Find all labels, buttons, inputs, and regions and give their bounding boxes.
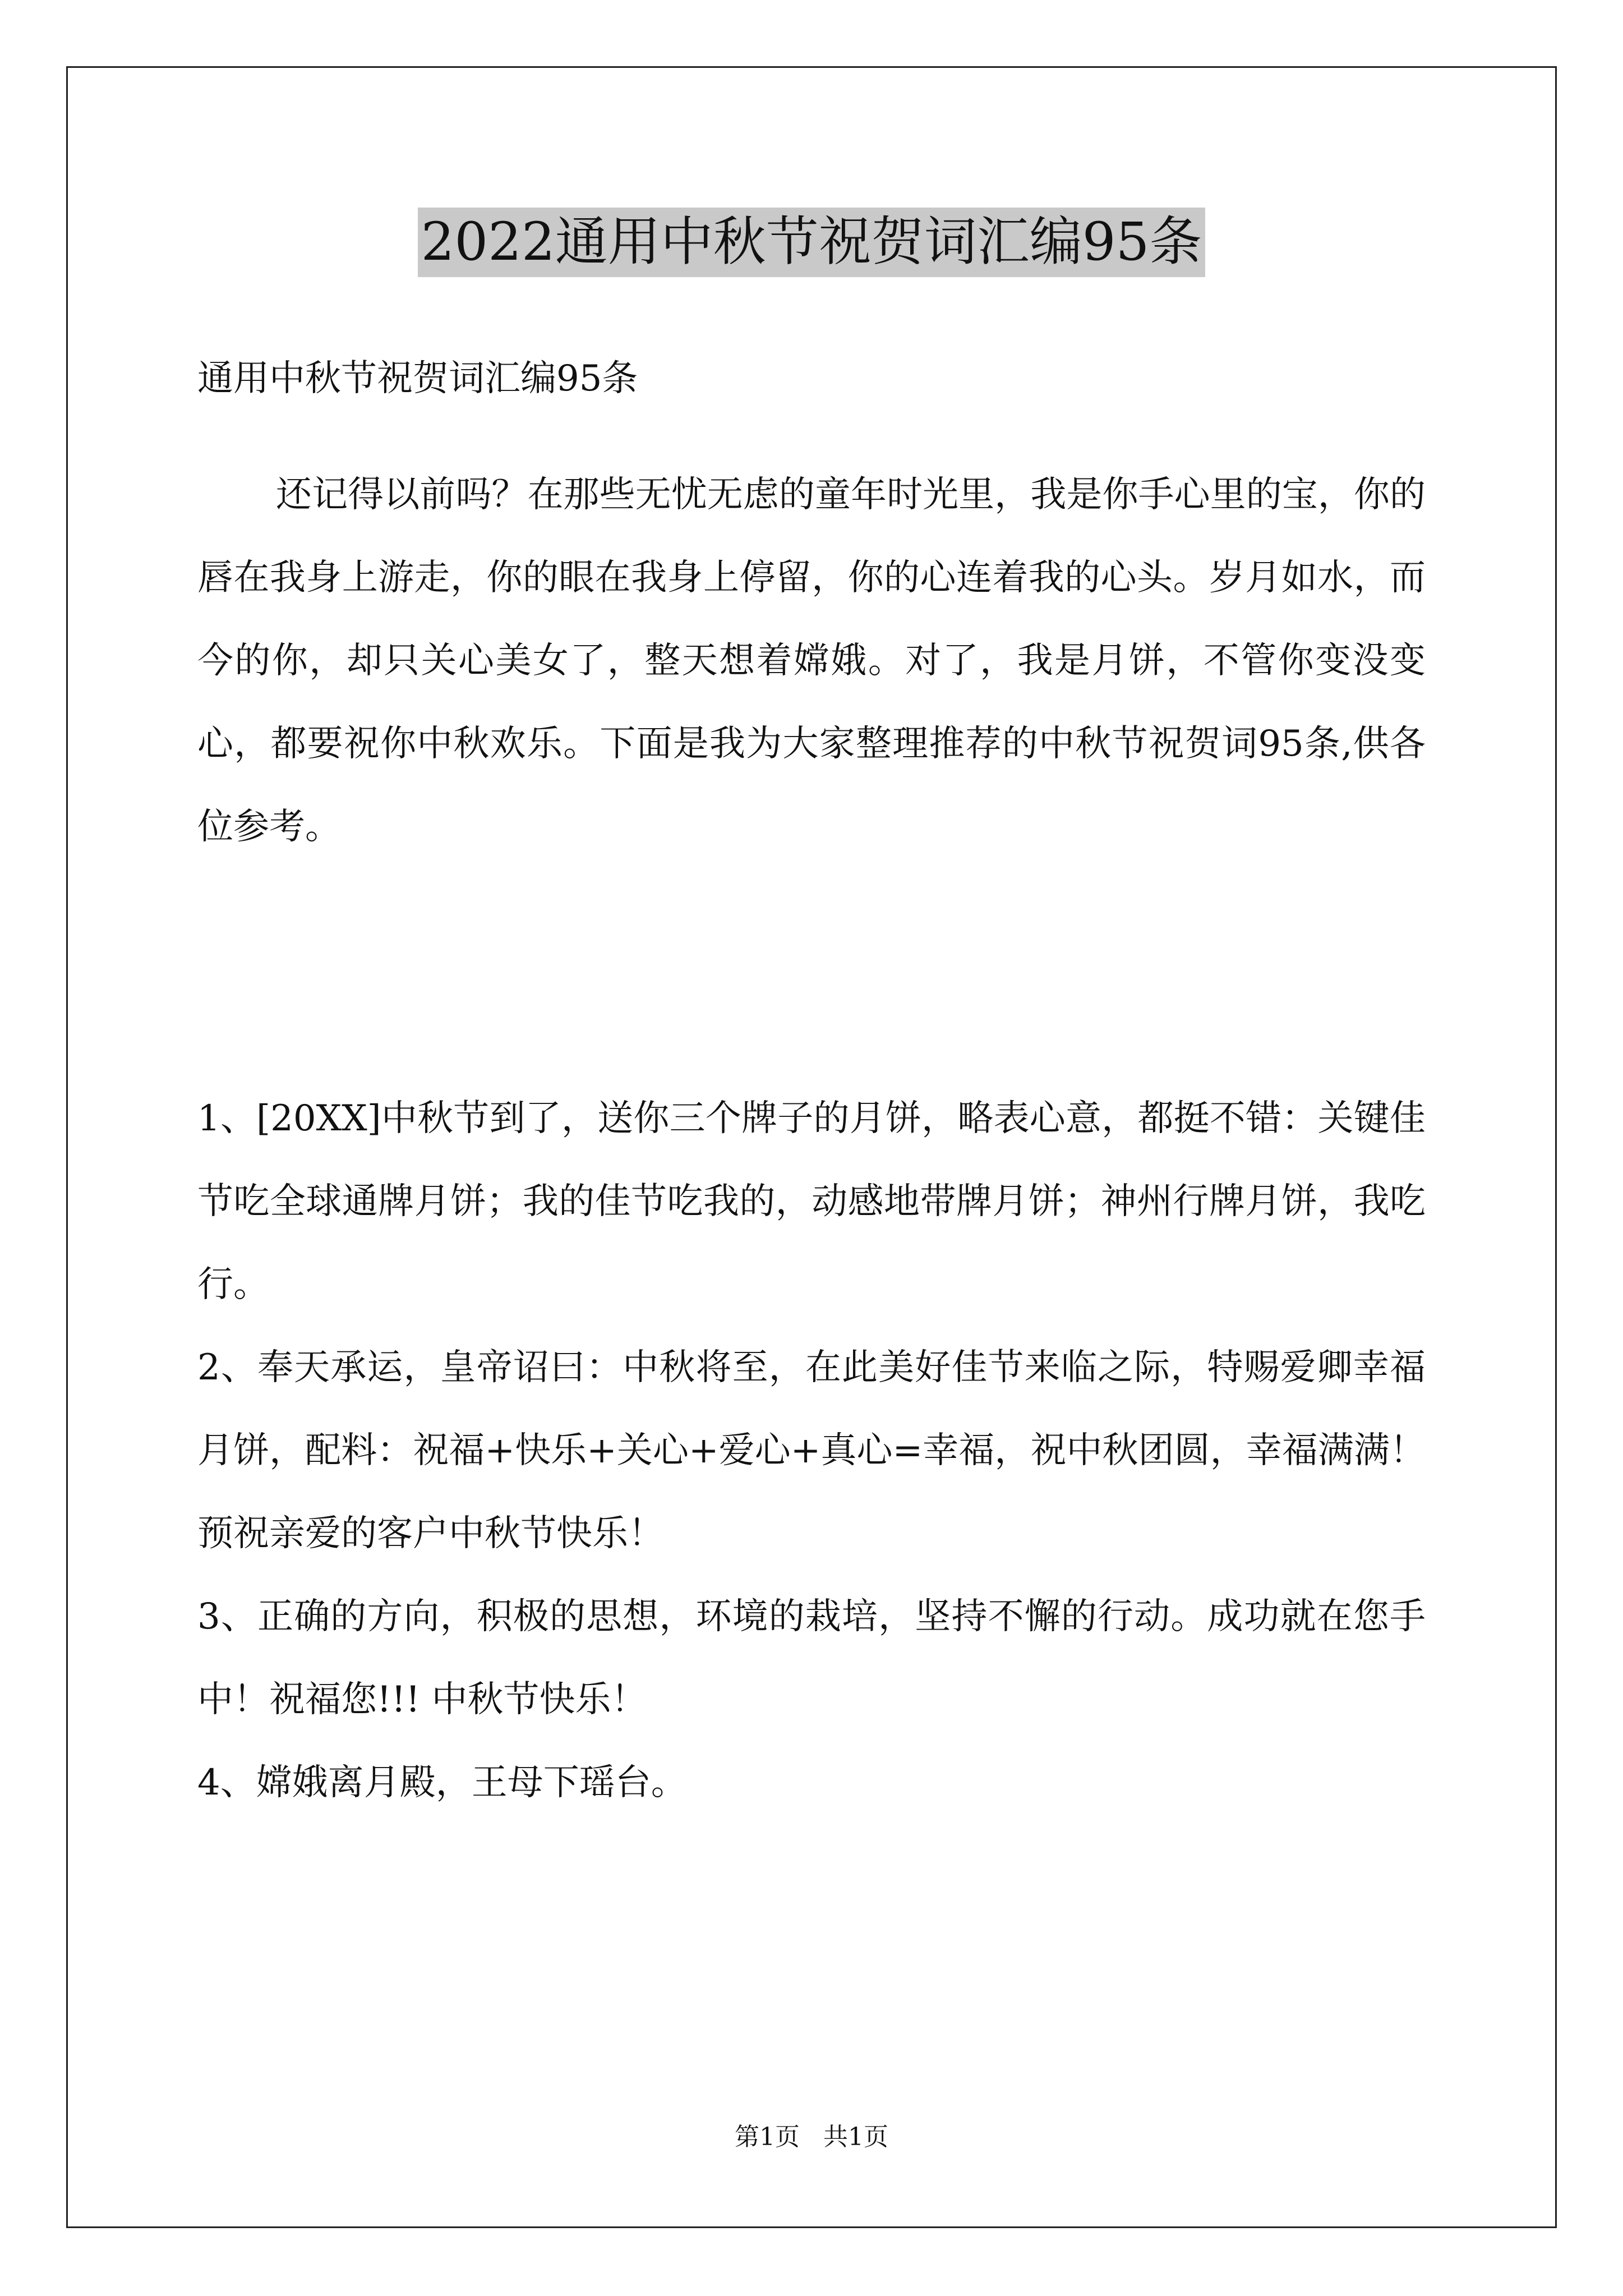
document-title: 2022通用中秋节祝贺词汇编95条 <box>418 208 1206 277</box>
intro-paragraph: 还记得以前吗？在那些无忧无虑的童年时光里，我是你手心里的宝，你的唇在我身上游走，你的眼在我身上停留，你的心连着我的心头。岁月如水，而今的你，却只关心美女了，整天想着嫦娥。对了，我是月饼，不管你变没变心，都要祝你中秋欢乐。下面是我为大家整理推荐的中秋节祝贺词95条,供各位参考。 <box>197 474 1426 848</box>
list-item: 2、奉天承运，皇帝诏曰：中秋将至，在此美好佳节来临之际，特赐爱卿幸福月饼，配料：祝福+快乐+关心+爱心+真心=幸福，祝中秋团圆，幸福满满！预祝亲爱的客户中秋节快乐！ <box>197 1347 1426 1554</box>
list-item: 1、[20XX]中秋节到了，送你三个牌子的月饼，略表心意，都挺不错：关键佳节吃全球通牌月饼；我的佳节吃我的，动感地带牌月饼；神州行牌月饼，我吃行。 <box>197 1098 1426 1305</box>
title-container <box>0 208 1623 277</box>
page-footer: 第1页 共1页 <box>735 2123 888 2151</box>
list-item: 3、正确的方向，积极的思想，环境的栽培，坚持不懈的行动。成功就在您手中！祝福您!!! 中秋节快乐！ <box>197 1596 1426 1720</box>
intro-section <box>197 453 1426 868</box>
document-subtitle: 通用中秋节祝贺词汇编95条 <box>197 358 638 399</box>
greetings-list <box>197 1077 1426 1824</box>
list-item: 4、嫦娥离月殿，王母下瑶台。 <box>197 1762 687 1803</box>
